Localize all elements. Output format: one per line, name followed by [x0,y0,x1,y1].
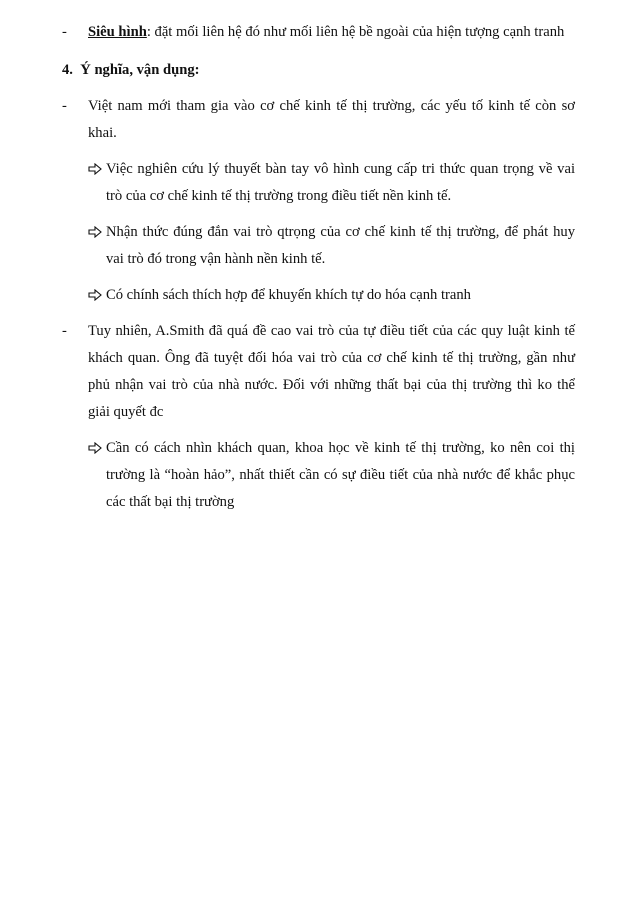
section-title: Ý nghĩa, vận dụng: [80,62,200,78]
term-sieu-hinh: Siêu hình [88,24,147,40]
bullet-dash: - [62,98,67,114]
subitem-line: Nhận thức đúng đắn vai trò qtrọng của cơ chế kinh tế thị trường, để phát huy [106,224,575,240]
paragraph-line: khách quan. Ông đã tuyệt đối hóa vai trò của cơ chế kinh tế thị trường, gần như [88,350,575,366]
section-heading [62,61,199,79]
subitem-line: Có chính sách thích hợp để khuyến khích tự do hóa cạnh tranh [106,287,471,303]
paragraph-line: phủ nhận vai trò của nhà nước. Đối với những thất bại của thị trường thì ko thể [88,377,575,393]
paragraph-line: giải quyết đc [88,404,164,420]
arrow-right-icon [88,223,102,241]
paragraph-line: khai. [88,125,117,141]
arrow-right-icon [88,160,102,178]
paragraph-line: Việt nam mới tham gia vào cơ chế kinh tế thị trường, các yếu tố kinh tế còn sơ [88,98,575,114]
subitem-line: Việc nghiên cứu lý thuyết bàn tay vô hình cung cấp tri thức quan trọng về vai [106,161,575,177]
sieu-hinh-line [88,23,564,41]
subitem-line: trường là “hoàn hảo”, nhất thiết cần có sự điều tiết của nhà nước để khắc phục [106,467,575,483]
section-number: 4. [62,62,73,78]
arrow-right-icon [88,439,102,457]
bullet-dash: - [62,323,67,339]
subitem-line: vai trò đó trong vận hành nền kinh tế. [106,251,326,267]
subitem-line: các thất bại thị trường [106,494,235,510]
bullet-dash: - [62,24,67,40]
subitem-line: trò của cơ chế kinh tế thị trường trong điều tiết nền kinh tế. [106,188,452,204]
paragraph-line: Tuy nhiên, A.Smith đã quá đề cao vai trò của tự điều tiết của các quy luật kinh tế [88,323,575,339]
arrow-right-icon [88,286,102,304]
sieu-hinh-text: : đặt mối liên hệ đó như mối liên hệ bề ngoài của hiện tượng cạnh tranh [146,24,565,40]
subitem-line: Cần có cách nhìn khách quan, khoa học về kinh tế thị trường, ko nên coi thị [106,440,575,456]
